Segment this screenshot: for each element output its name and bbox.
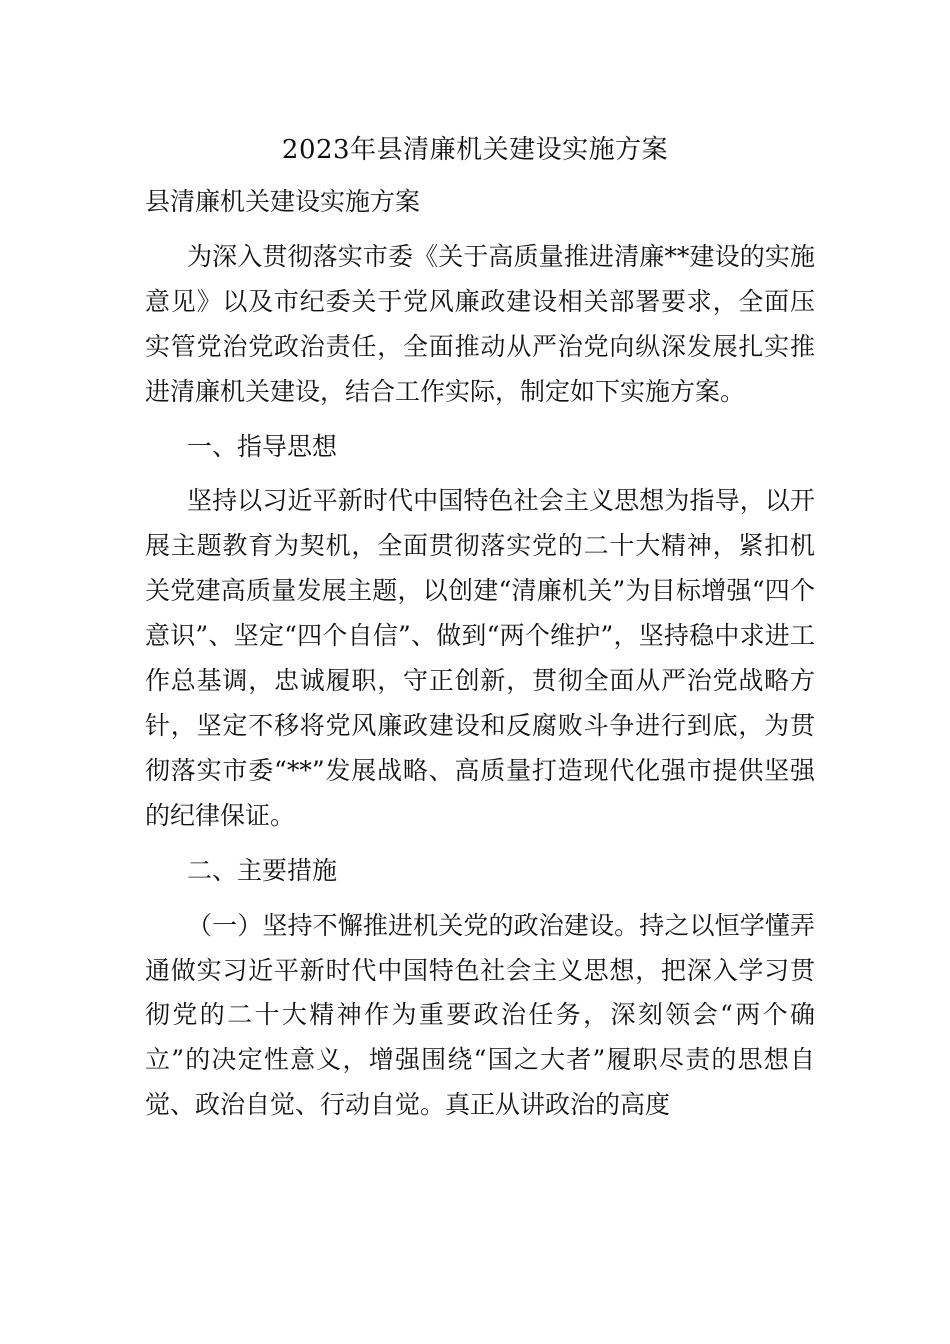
section-heading-main-measures: 二、主要措施: [187, 855, 338, 885]
guiding-ideology-paragraph: 坚持以习近平新时代中国特色社会主义思想为指导，以开展主题教育为契机，全面贯彻落实党的二十大精神，紧扣机关党建高质量发展主题，以创建“清廉机关”为目标增强“四个意识”、坚定“四个自信”、做到“两个维护”，坚持稳中求进工作总基调，忠诚履职，守正创新，贯彻全面从严治党战略方针，坚定不移将党风廉政建设和反腐败斗争进行到底，为贯彻落实市委“**”发展战略、高质量打造现代化强市提供坚强的纪律保证。: [145, 486, 815, 830]
section-heading-guiding-ideology: 一、指导思想: [187, 431, 338, 461]
document-title: 2023年县清廉机关建设实施方案: [281, 135, 669, 165]
document-subtitle: 县清廉机关建设实施方案: [145, 187, 421, 216]
intro-paragraph: 为深入贯彻落实市委《关于高质量推进清廉**建设的实施意见》以及市纪委关于党风廉政建设相关部署要求，全面压实管党治党政治责任，全面推动从严治党向纵深发展扎实推进清廉机关建设，结合工作实际，制定如下实施方案。: [145, 241, 815, 406]
document-body: [145, 180, 815, 1128]
main-measures-item-1: （一）坚持不懈推进机关党的政治建设。持之以恒学懂弄通做实习近平新时代中国特色社会主义思想，把深入学习贯彻党的二十大精神作为重要政治任务，深刻领会“两个确立”的决定性意义，增强围绕“国之大者”履职尽责的思想自觉、政治自觉、行动自觉。真正从讲政治的高度: [145, 910, 815, 1120]
